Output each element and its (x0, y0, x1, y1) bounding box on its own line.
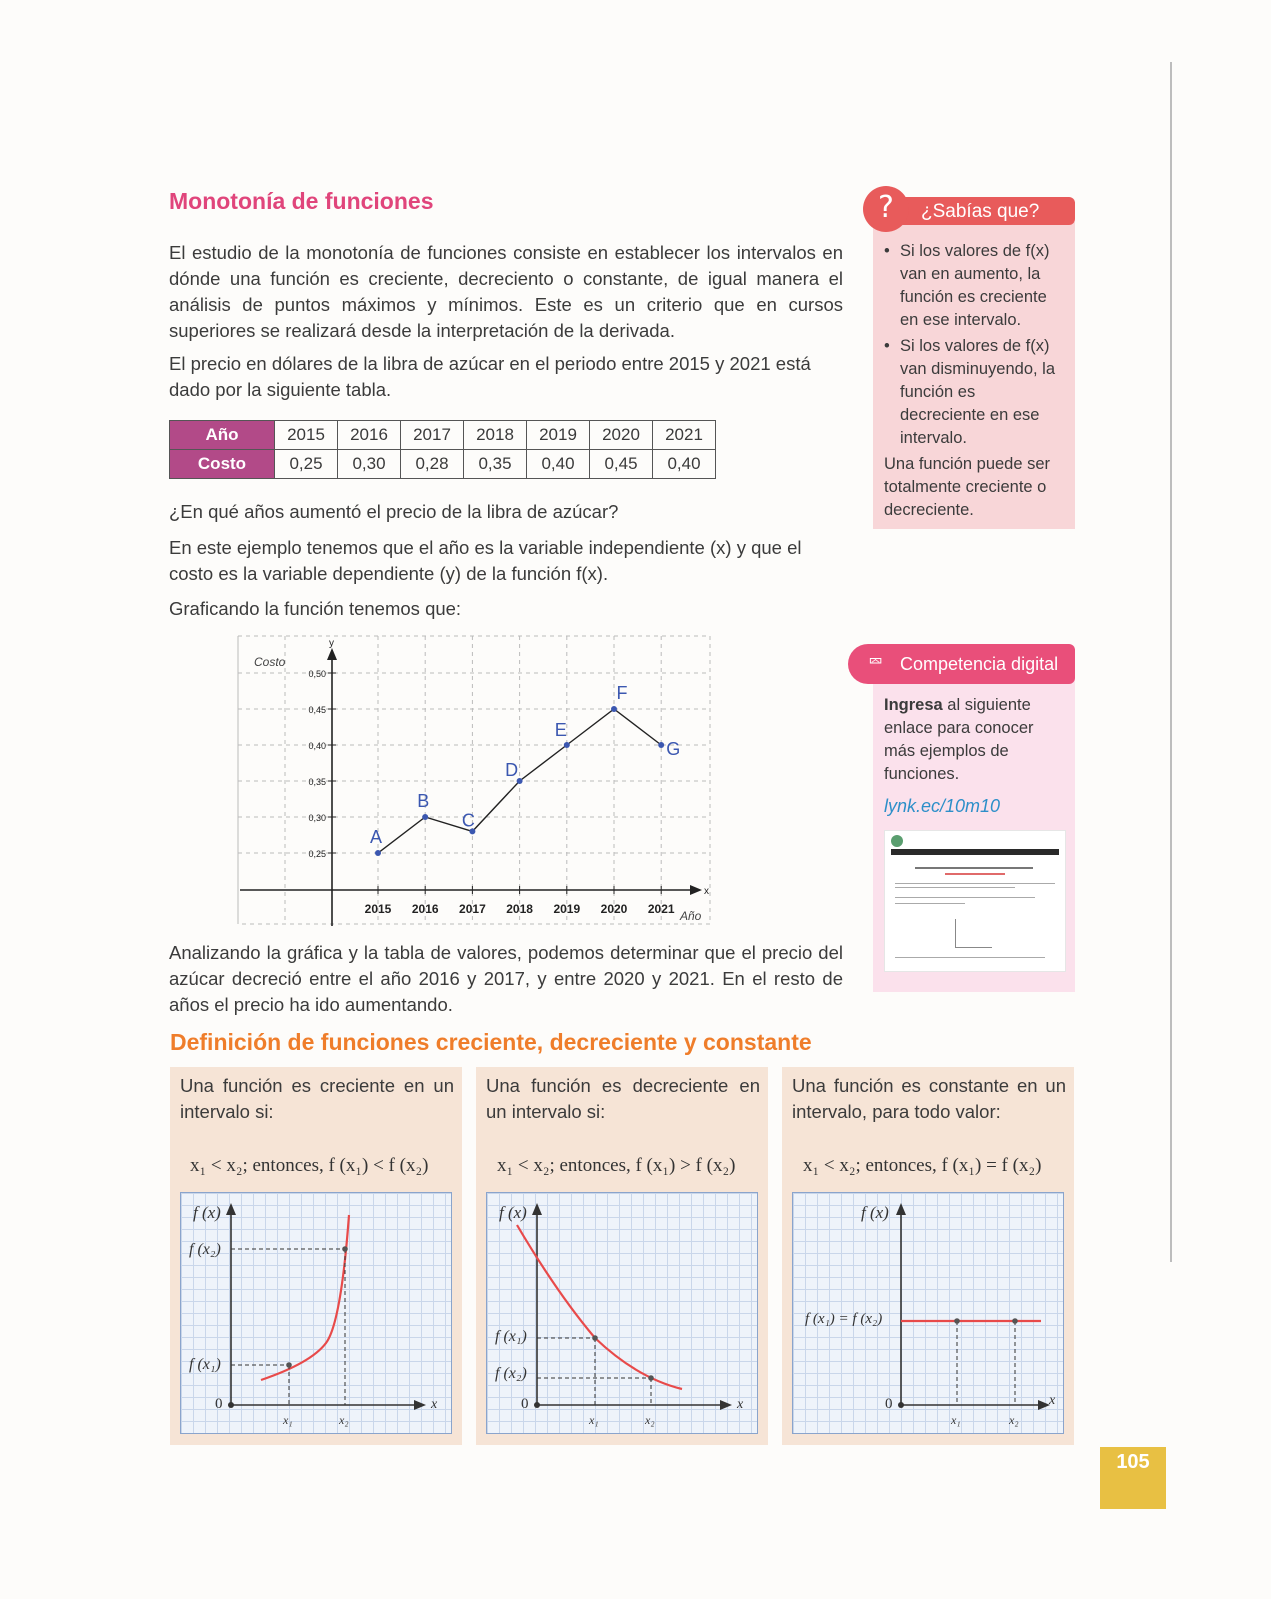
x-tick-label: 2019 (553, 902, 581, 916)
sabias-content (884, 240, 1064, 522)
table-cell: 0,35 (464, 450, 527, 479)
price-table (169, 420, 716, 479)
f-equal-label: f (x₁) = f (x₂) (805, 1311, 883, 1327)
x2-label: x₂ (645, 1413, 655, 1427)
fx-label: f (x) (193, 1203, 221, 1222)
data-point-label: G (666, 739, 681, 759)
table-cell: 2018 (464, 421, 527, 450)
table-cell: 0,40 (653, 450, 716, 479)
table-header-year: Año (170, 421, 275, 450)
competencia-text (884, 694, 1062, 786)
card-creciente-formula: x₁ < x₂; entonces, f (x₁) < f (x₂) (190, 1155, 429, 1176)
y-axis-arrow-icon (327, 648, 337, 660)
paragraph-variables: En este ejemplo tenemos que el año es la variable independiente (x) y que el costo es la variable dependiente (y) de la función f(x). (169, 537, 802, 584)
table-cell: 2015 (275, 421, 338, 450)
card-decreciente-formula: x₁ < x₂; entonces, f (x₁) > f (x₂) (497, 1155, 736, 1176)
question-mark-icon: ? (863, 186, 909, 232)
bullet-dot-icon: • (884, 337, 890, 355)
bullet-dot-icon: • (884, 242, 890, 260)
card-decreciente-text: Una función es decreciente en un intervalo si: (486, 1075, 760, 1122)
table-cell: 0,40 (527, 450, 590, 479)
x1-label: x₁ (283, 1413, 293, 1427)
x-axis-letter: x (704, 886, 709, 897)
y-axis-letter: y (329, 638, 334, 649)
competencia-title: Competencia digital (900, 654, 1059, 674)
cursor-icon: ⮹ (868, 651, 884, 673)
page-edge-line (1170, 62, 1172, 1262)
table-cell: 2019 (527, 421, 590, 450)
thumbnail-text-line (895, 957, 1045, 958)
table-header-cost: Costo (170, 450, 275, 479)
page-number: 105 (1116, 1451, 1150, 1473)
f-x2-label: f (x₂) (189, 1241, 221, 1258)
x-tick-label: 2018 (506, 902, 533, 916)
sabias-bullet-text: Si los valores de f(x) van disminuyendo, la función es decreciente en ese intervalo. (900, 337, 1056, 447)
x-axis-label: x (1049, 1393, 1056, 1408)
y-tick-label: 0,25 (308, 849, 326, 859)
competencia-text-bold: Ingresa (884, 696, 943, 714)
data-point-label: F (616, 683, 628, 703)
table-cell: 0,30 (338, 450, 401, 479)
graph-creciente (180, 1192, 452, 1434)
thumbnail-graph-icon (955, 919, 992, 948)
table-cell: 2016 (338, 421, 401, 450)
thumbnail-text-line (915, 867, 1033, 869)
card-constante-text: Una función es constante en un intervalo, para todo valor: (792, 1075, 1066, 1122)
paragraph-intro: El estudio de la monotonía de funciones consiste en establecer los intervalos en dónde una función es creciente, decreciento o constante, de igual manera el análisis de puntos máximos y mínimos. Este es un criterio que en cursos superiores se realizará desde la interpretación de la derivada. (169, 242, 843, 341)
sabias-title: ¿Sabías que? (921, 201, 1040, 222)
x-tick-label: 2020 (600, 902, 628, 916)
data-point (658, 742, 664, 748)
x-axis-label: x (737, 1397, 744, 1412)
page-number-box (1100, 1447, 1166, 1509)
thumbnail-text-line (895, 903, 965, 904)
competencia-title-bar (848, 644, 1075, 684)
f-x1-label: f (x₁) (495, 1328, 527, 1345)
table-cell: 0,28 (401, 450, 464, 479)
paragraph-analysis: Analizando la gráfica y la tabla de valores, podemos determinar que el precio del azúcar decreció entre el año 2016 y 2017, y entre 2020 y 2021. En el resto de años el precio ha ido aumentando. (169, 942, 843, 1015)
competencia-text-rest: al siguiente enlace para conocer más ejemplos de funciones. (884, 696, 1034, 783)
x-axis-label: x (431, 1397, 438, 1412)
x-tick-label: 2015 (364, 902, 392, 916)
sabias-closing: Una función puede ser totalmente creciente o decreciente. (884, 455, 1051, 519)
thumbnail-logo-icon (891, 835, 903, 847)
x-tick-label: 2017 (459, 902, 486, 916)
sabias-bullet-1 (884, 240, 1064, 332)
y-tick-label: 0,50 (308, 669, 326, 679)
x-tick-label: 2021 (647, 902, 675, 916)
fx-label: f (x) (861, 1203, 889, 1222)
price-line-chart (230, 630, 720, 930)
fx-label: f (x) (499, 1203, 527, 1222)
x1-label: x₁ (951, 1413, 961, 1427)
data-point-label: C (461, 810, 475, 831)
graph-constante (792, 1192, 1064, 1434)
data-point (375, 850, 381, 856)
y-tick-label: 0,30 (308, 813, 326, 823)
graph-decreciente (486, 1192, 758, 1434)
website-thumbnail[interactable] (884, 830, 1066, 972)
f-x1-label: f (x₁) (189, 1356, 221, 1373)
section-title: Monotonía de funciones (169, 188, 434, 214)
x2-label: x₂ (339, 1413, 349, 1427)
table-cell: 2021 (653, 421, 716, 450)
y-tick-label: 0,35 (308, 777, 326, 787)
sabias-bullet-text: Si los valores de f(x) van en aumento, la función es creciente en ese intervalo. (900, 242, 1050, 329)
data-point-label: E (554, 720, 567, 740)
thumbnail-text-line (895, 887, 1015, 888)
competencia-link[interactable]: lynk.ec/10m10 (884, 796, 1001, 816)
paragraph-table-intro: El precio en dólares de la libra de azúcar en el periodo entre 2015 y 2021 está dado por la siguiente tabla. (169, 353, 811, 400)
card-constante-formula: x₁ < x₂; entonces, f (x₁) = f (x₂) (803, 1155, 1042, 1176)
thumbnail-text-line (895, 883, 1055, 884)
sabias-title-bar (898, 197, 1075, 225)
table-row-years (170, 421, 716, 450)
x-axis-title: Año (680, 909, 702, 923)
card-creciente-text: Una función es creciente en un intervalo si: (180, 1075, 454, 1122)
data-point (611, 706, 617, 712)
thumbnail-text-line (895, 897, 1035, 898)
table-cell: 2017 (401, 421, 464, 450)
origin-label: 0 (215, 1396, 223, 1412)
table-cell: 0,45 (590, 450, 653, 479)
table-cell: 2020 (590, 421, 653, 450)
thumbnail-header-bar (891, 849, 1059, 855)
data-point-label: A (369, 827, 383, 847)
origin-label: 0 (885, 1396, 893, 1412)
data-point-label: D (505, 760, 519, 780)
table-cell: 0,25 (275, 450, 338, 479)
x-axis-arrow-icon (690, 885, 702, 895)
x-tick-label: 2016 (411, 902, 439, 916)
question: ¿En qué años aumentó el precio de la libra de azúcar? (169, 501, 619, 522)
data-point (422, 814, 428, 820)
origin-label: 0 (521, 1396, 529, 1412)
f-x2-label: f (x₂) (495, 1365, 527, 1382)
chart-axes (240, 638, 709, 926)
data-point-label: B (417, 791, 430, 811)
thumbnail-text-line (945, 873, 1005, 875)
x2-label: x₂ (1009, 1413, 1019, 1427)
table-row-costs (170, 450, 716, 479)
y-tick-label: 0,40 (308, 741, 326, 751)
data-point (564, 742, 570, 748)
y-tick-label: 0,45 (308, 705, 326, 715)
x1-label: x₁ (589, 1413, 599, 1427)
y-axis-title: Costo (254, 655, 286, 669)
definitions-title: Definición de funciones creciente, decreciente y constante (170, 1029, 812, 1055)
sabias-bullet-2 (884, 335, 1064, 450)
paragraph-graph-intro: Graficando la función tenemos que: (169, 598, 462, 619)
